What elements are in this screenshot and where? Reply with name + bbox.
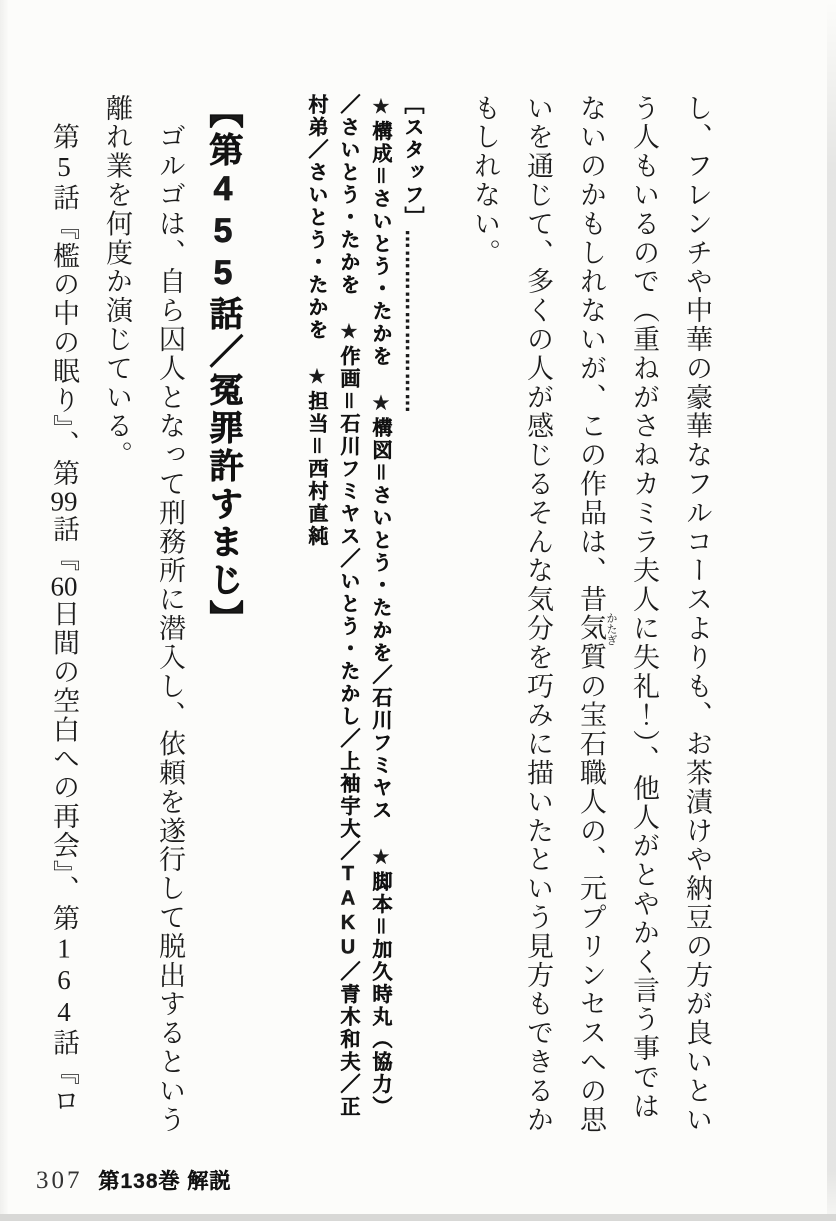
episode-title-open: 【第	[204, 94, 242, 170]
staff-header: ［スタッフ］	[401, 94, 423, 229]
episodes-text-4: 日間の空白への再会』、第	[49, 599, 79, 934]
staff-credits-latin-name: TAKU	[337, 863, 359, 961]
staff-credits-text-2: ／青木和夫／正村弟／さいとう・たかを ★担当＝西村直純	[305, 94, 359, 1119]
episode-number-164: 164	[49, 933, 79, 1029]
episode-title-number: 455	[204, 170, 242, 296]
staff-header-line	[396, 94, 428, 1138]
staff-credits	[300, 94, 396, 1138]
main-text-block	[37, 94, 723, 1138]
scan-edge-bottom	[0, 1214, 836, 1221]
episode-number-60: 60	[50, 572, 78, 600]
scan-edge-left	[0, 0, 9, 1221]
ruby-katagi	[576, 585, 617, 673]
episode-number-5: 5	[49, 151, 79, 184]
page-number: 307	[36, 1167, 83, 1194]
episodes-text-5: 話『ロ	[49, 1028, 79, 1116]
volume-caption: 第138巻 解説	[98, 1170, 232, 1193]
episode-number-99: 99	[50, 488, 78, 516]
episodes-text-3: 話『	[49, 515, 79, 573]
episodes-text-2: 話『檻の中の眠り』、第	[49, 183, 79, 489]
episode-title	[200, 94, 246, 1138]
episode-title-rest: 話／冤罪許すまじ】	[204, 296, 242, 638]
paragraph-episodes	[37, 94, 90, 1138]
scan-edge-right	[827, 0, 836, 1221]
staff-dots: ………………………	[401, 229, 423, 414]
ruby-annotation: かたぎ	[605, 585, 617, 672]
episodes-text-1: 第	[49, 94, 79, 152]
page-footer	[36, 1165, 231, 1195]
paragraph-golgo: ゴルゴは、自ら囚人となって刑務所に潜入し、依頼を遂行して脱出するという離れ業を何度か演じている。	[102, 94, 185, 1135]
paragraph-intro-text-2: の宝石職人の、元プリンセスへの思いを通じて、多くの人が感じるそんな気分を巧みに描いたという見方もできるかもしれない。	[470, 94, 606, 1135]
ruby-base: 昔気質	[576, 585, 606, 673]
staff-credits-text-1: ★構成＝さいとう・たかを ★構図＝さいとう・たかを／石川フミヤス ★脚本＝加久時丸（協力）／さいとう・たかを ★作画＝石川フミヤス／いとう・たかし／上袖宇大／	[337, 94, 391, 1119]
staff-block	[300, 94, 428, 1138]
paragraph-intro-text-1: し、フレンチや中華の豪華なフルコースよりも、お茶漬けや納豆の方が良いという人もいるので（重ねがさねカミラ夫人に失礼！）、他人がとやかく言う事ではないのかもしれないが、この作品は、	[576, 94, 712, 1135]
paragraph-intro	[458, 94, 723, 1138]
